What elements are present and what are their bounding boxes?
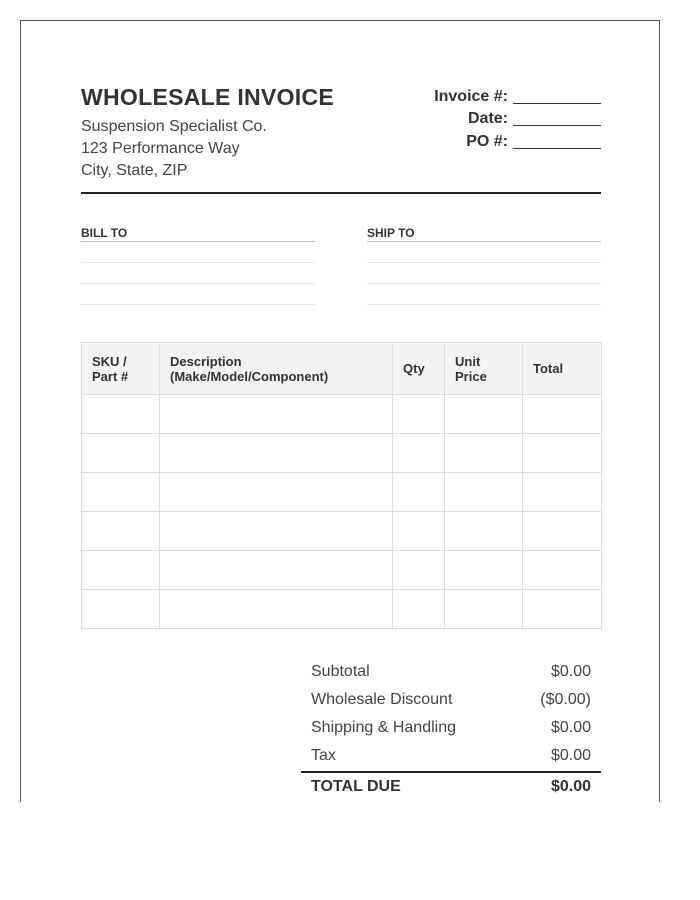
table-row [82, 395, 602, 434]
table-row [82, 473, 602, 512]
table-row [82, 434, 602, 473]
col-header-total-text: Total [533, 361, 564, 376]
unit-price-cell[interactable] [445, 434, 523, 473]
table-row [82, 590, 602, 629]
total-due-row [301, 773, 601, 801]
qty-cell[interactable] [393, 551, 445, 590]
unit-price-cell[interactable] [445, 590, 523, 629]
ship-to-line-1[interactable] [367, 242, 601, 263]
line-items-table [81, 342, 602, 629]
unit-price-cell[interactable] [445, 512, 523, 551]
total-cell[interactable] [523, 551, 602, 590]
description-cell[interactable] [160, 512, 393, 551]
discount-row [301, 686, 601, 714]
invoice-number-row [341, 83, 601, 106]
tax-value: $0.00 [550, 747, 591, 764]
date-label: Date: [467, 110, 508, 127]
col-header-total [523, 343, 602, 395]
col-header-description-line2: (Make/Model/Component) [170, 368, 329, 384]
total-cell[interactable] [523, 512, 602, 551]
subtotal-row [301, 658, 601, 686]
po-number-field[interactable] [513, 131, 601, 149]
tax-row [301, 742, 601, 770]
sku-cell[interactable] [82, 590, 160, 629]
total-due-value: $0.00 [550, 778, 591, 795]
tax-label: Tax [311, 747, 336, 764]
shipping-row [301, 714, 601, 742]
col-header-sku-line2: Part # [92, 368, 129, 384]
unit-price-cell[interactable] [445, 473, 523, 512]
description-cell[interactable] [160, 395, 393, 434]
discount-value: ($0.00) [540, 691, 591, 708]
date-row [341, 106, 601, 129]
company-city-line: City, State, ZIP [81, 162, 188, 179]
total-cell[interactable] [523, 473, 602, 512]
po-number-row [341, 128, 601, 151]
unit-price-cell[interactable] [445, 395, 523, 434]
col-header-description [160, 343, 393, 395]
col-header-qty-text: Qty [403, 361, 425, 376]
sku-cell[interactable] [82, 434, 160, 473]
invoice-number-label: Invoice #: [434, 87, 508, 105]
invoice-sheet [20, 20, 660, 802]
discount-label: Wholesale Discount [311, 691, 453, 708]
total-cell[interactable] [523, 434, 602, 473]
date-field[interactable] [513, 108, 601, 126]
col-header-sku-line1: SKU / [92, 353, 127, 369]
sku-cell[interactable] [82, 395, 160, 434]
col-header-sku [82, 343, 160, 395]
total-cell[interactable] [523, 590, 602, 629]
company-name: Suspension Specialist Co. [81, 118, 267, 135]
shipping-value: $0.00 [550, 719, 591, 736]
qty-cell[interactable] [393, 395, 445, 434]
bill-to-line-1[interactable] [81, 242, 315, 263]
bill-to-label: BILL TO [81, 226, 315, 242]
ship-to-line-2[interactable] [367, 263, 601, 284]
qty-cell[interactable] [393, 473, 445, 512]
bill-to-section [81, 226, 315, 305]
table-row [82, 551, 602, 590]
table-row [82, 512, 602, 551]
description-cell[interactable] [160, 551, 393, 590]
unit-price-cell[interactable] [445, 551, 523, 590]
subtotal-value: $0.00 [550, 663, 591, 680]
col-header-unit-price-line1: Unit [455, 353, 481, 369]
col-header-qty [393, 343, 445, 395]
ship-to-line-3[interactable] [367, 284, 601, 305]
col-header-unit-price-line2: Price [455, 368, 487, 384]
bill-to-line-2[interactable] [81, 263, 315, 284]
invoice-title: WHOLESALE INVOICE [81, 84, 335, 110]
total-due-label: TOTAL DUE [311, 778, 401, 795]
company-address: 123 Performance Way [81, 140, 240, 157]
invoice-number-field[interactable] [513, 86, 601, 104]
invoice-meta [341, 83, 601, 151]
header-divider [81, 192, 601, 194]
bill-to-line-3[interactable] [81, 284, 315, 305]
col-header-unit-price [445, 343, 523, 395]
description-cell[interactable] [160, 434, 393, 473]
ship-to-section [367, 226, 601, 305]
ship-to-label: SHIP TO [367, 226, 601, 242]
qty-cell[interactable] [393, 512, 445, 551]
col-header-description-line1: Description [170, 353, 242, 369]
totals-section [301, 658, 601, 801]
table-header-row [82, 343, 602, 395]
description-cell[interactable] [160, 590, 393, 629]
sku-cell[interactable] [82, 512, 160, 551]
subtotal-label: Subtotal [311, 663, 370, 680]
sku-cell[interactable] [82, 473, 160, 512]
description-cell[interactable] [160, 473, 393, 512]
qty-cell[interactable] [393, 434, 445, 473]
shipping-label: Shipping & Handling [311, 719, 456, 736]
qty-cell[interactable] [393, 590, 445, 629]
total-cell[interactable] [523, 395, 602, 434]
sku-cell[interactable] [82, 551, 160, 590]
po-number-label: PO #: [466, 132, 508, 150]
